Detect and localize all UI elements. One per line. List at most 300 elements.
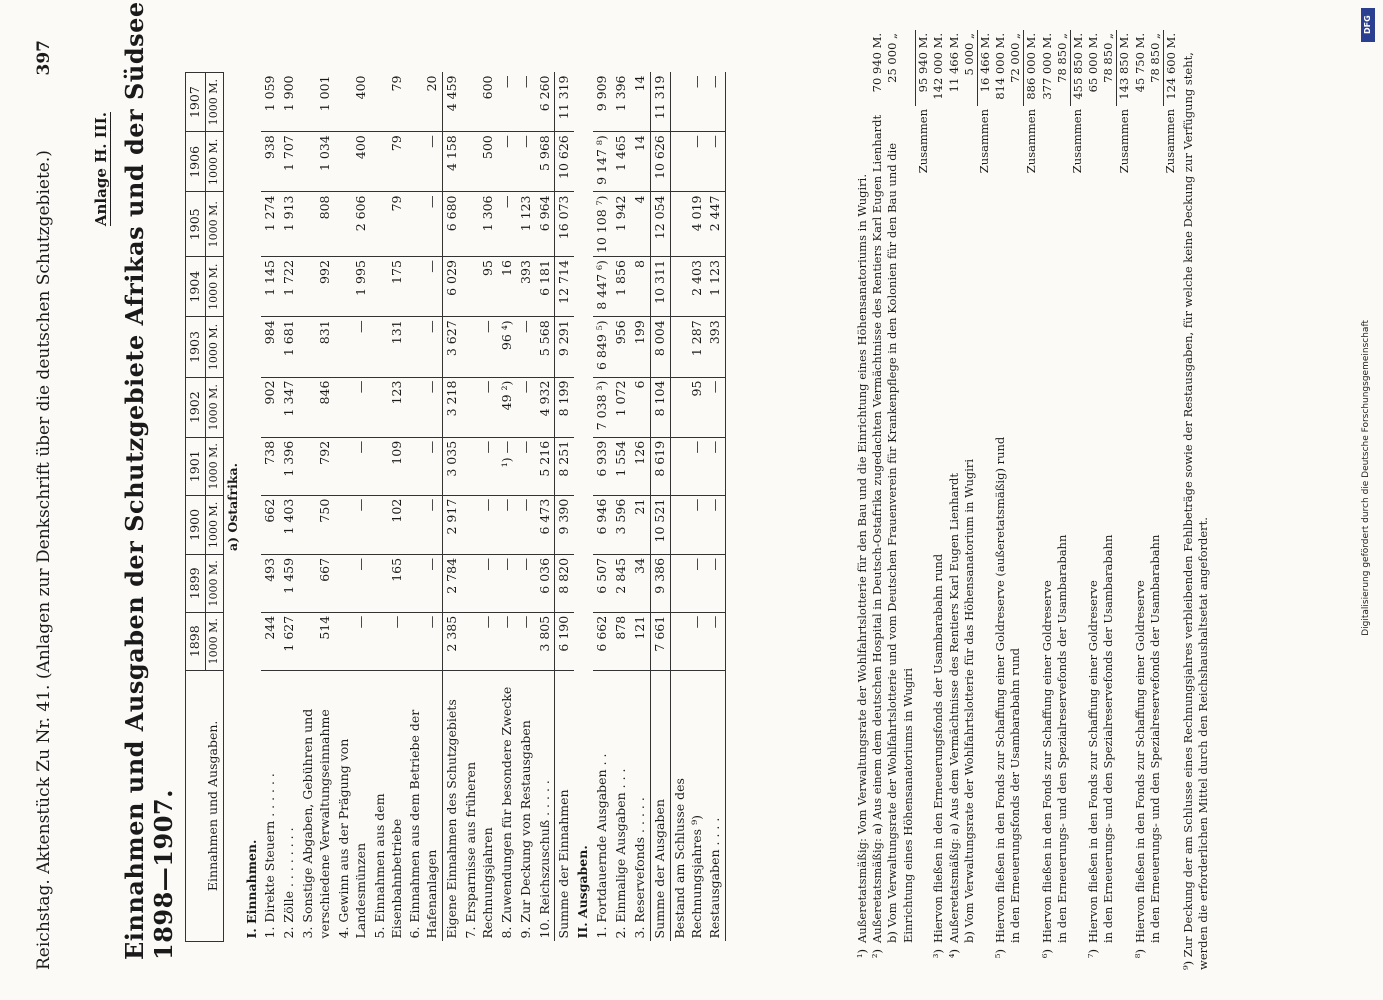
footnote-amount: 11 466 M. [946,33,961,93]
value-cell: 938 [261,132,280,192]
group-heading [243,73,262,942]
footnote-line [947,30,962,970]
footnote-amount: 5 000 „ [961,33,976,76]
value-cell: 49 ²) [498,377,517,437]
value-cell: 1 627 [280,612,299,670]
value-cell: — [335,317,371,377]
value-cell: — [406,377,442,437]
year-header: 1907 [186,73,206,132]
value-cell: 750 [299,495,335,554]
footnote-marker: ⁷) [1086,949,1101,959]
value-cell: 4 932 [536,377,555,437]
value-cell: 1 459 [280,554,299,612]
year-header: 1898 [186,612,206,670]
value-cell: — [406,132,442,192]
row-label: Bestand am Schlusse des Rechnungsjahres ⁹) [670,670,706,941]
value-cell: 10 626 [555,132,574,192]
row-label: Summe der Ausgaben [650,670,670,941]
value-cell: — [462,495,498,554]
footnote-line [885,30,915,970]
value-cell: 6 181 [536,257,555,317]
row-label: 2. Zölle . . . . . . . . [281,827,297,939]
row-label: 10. Reichszuschuß . . . . . [536,780,552,939]
appendix-label: Anlage H. III. [92,112,110,227]
value-cell: 9 386 [650,554,670,612]
footnote-line [1133,30,1148,970]
value-cell: 1 123 [517,192,536,257]
value-cell: 2 403 [670,257,706,317]
footnote-text: Zusammen [1023,109,1038,174]
unit-header: 1000 M. [205,257,223,317]
footnote-text: Außeretatsmäßig: a) Aus einem dem deutschen Hospital in Deutsch-Ostafrika zugedachten Vermächtnisse des Rentiers Karl Eugen Lienhardt [870,114,885,943]
value-cell: — [406,317,442,377]
value-cell: — [406,257,442,317]
value-cell: — [498,73,517,132]
row-label: 9. Zur Deckung von Restausgaben [517,720,533,939]
value-cell: 6 939 [593,437,612,495]
value-cell: 1 306 [462,192,498,257]
value-cell: 16 [498,257,517,317]
value-cell: ¹) — [498,437,517,495]
unit-header: 1000 M. [205,437,223,495]
value-cell: 5 216 [536,437,555,495]
value-cell: 96 ⁴) [498,317,517,377]
value-cell: 2 385 [443,612,462,670]
value-cell: — [462,317,498,377]
table-row [443,73,462,942]
value-cell: 1 722 [280,257,299,317]
running-header [34,40,54,970]
footnote-amount: 814 000 M. [993,33,1008,100]
table-row [612,73,631,942]
header-text: Reichstag. Aktenstück Zu Nr. 41. (Anlagen zur Denkschrift über die deutschen Schutzgebiete.) [34,150,54,970]
value-cell: — [670,612,706,670]
value-cell: 6 964 [536,192,555,257]
value-cell: — [517,377,536,437]
value-cell: 79 [371,132,407,192]
value-cell: 16 073 [555,192,574,257]
value-cell: — [498,192,517,257]
section-heading [223,73,242,942]
footnote-marker: ⁶) [1039,949,1054,959]
value-cell: 514 [299,612,335,670]
row-label: Restausgaben . . . . [707,817,723,939]
footnote-amount: 45 750 M. [1132,33,1147,93]
value-cell: 2 606 [335,192,371,257]
footnote-line [1008,30,1024,970]
value-cell: 244 [261,612,280,670]
value-cell: 95 [670,377,706,437]
footnote-text: Hiervon fließen in den Fonds zur Schaffung einer Goldreserve [1039,580,1054,943]
value-cell: 10 108 ⁷) [593,192,612,257]
value-cell: 79 [371,192,407,257]
footnote-line [855,30,870,970]
value-cell: 175 [371,257,407,317]
value-cell: — [706,437,725,495]
value-cell: 6 036 [536,554,555,612]
value-cell: — [517,317,536,377]
value-cell: 10 626 [650,132,670,192]
footnote-text: in den Erneuerungs- und den Spezialreservefonds der Usambarabahn [1054,534,1069,943]
value-cell: 10 311 [650,257,670,317]
value-cell: 5 968 [536,132,555,192]
footnote-amount: 78 850 „ [1147,33,1162,83]
value-cell: — [498,554,517,612]
footnote-amount: 377 000 M. [1039,33,1054,100]
value-cell: — [670,437,706,495]
value-cell: 8 [631,257,650,317]
value-cell: — [406,437,442,495]
value-cell: 95 [462,257,498,317]
footnote-amount: 143 850 M. [1117,30,1133,106]
value-cell: 9 147 ⁸) [593,132,612,192]
footnote-text: Hiervon fließen in den Fonds zur Schaffung einer Goldreserve [1086,580,1101,943]
value-cell: — [517,132,536,192]
value-cell: — [406,192,442,257]
value-cell: 8 199 [555,377,574,437]
table-row [335,73,371,942]
footnote-line [1101,30,1117,970]
row-label: 3. Reservefonds . . . . . [631,797,647,939]
unit-header: 1000 M. [205,495,223,554]
value-cell: 667 [299,554,335,612]
footnote-amount: 72 000 „ [1008,33,1023,83]
table-row [462,73,498,942]
footnote-text: Hiervon fließen in den Fonds zur Schaffung einer Goldreserve [1132,580,1147,943]
value-cell: 6 680 [443,192,462,257]
value-cell: 12 714 [555,257,574,317]
value-cell: 600 [462,73,498,132]
unit-header: 1000 M. [205,612,223,670]
dfg-logo: DFG [1361,8,1375,42]
footnote-line [1163,30,1179,970]
value-cell: — [462,377,498,437]
value-cell: 2 917 [443,495,462,554]
footnote-text: Hiervon fließen in den Erneuerungsfonds der Usambarabahn rund [931,553,946,943]
value-cell: 1 347 [280,377,299,437]
value-cell: — [406,554,442,612]
value-cell: 1 396 [612,73,631,132]
section-heading-text: a) Ostafrika. [224,463,240,551]
table-row [555,73,574,942]
row-label: 1. Fortdauernde Ausgaben . . [594,753,610,939]
value-cell: — [462,612,498,670]
value-cell: — [335,437,371,495]
value-cell: 902 [261,377,280,437]
unit-header: 1000 M. [205,377,223,437]
value-cell: 1 403 [280,495,299,554]
value-cell: 8 619 [650,437,670,495]
value-cell: 808 [299,192,335,257]
value-cell: 1 001 [299,73,335,132]
value-cell: 1 913 [280,192,299,257]
footnote-line [993,30,1008,970]
value-cell: — [517,495,536,554]
table-row [261,73,280,942]
value-cell: 6 946 [593,495,612,554]
row-label: 1. Direkte Steuern . . . . . . [262,773,278,939]
footnotes [855,30,1211,970]
value-cell: 1 900 [280,73,299,132]
value-cell: 4 459 [443,73,462,132]
footnote-line [1086,30,1101,970]
row-label: Eigene Einnahmen des Schutzgebiets [443,670,462,941]
unit-header: 1000 M. [205,554,223,612]
value-cell: — [462,554,498,612]
footnote-line [931,30,946,970]
footnote-line [962,30,978,970]
value-cell: 6 473 [536,495,555,554]
value-cell: — [498,132,517,192]
value-cell: 11 319 [555,73,574,132]
footnote-marker [1008,946,1024,970]
footnote-text: Zusammen [915,109,930,174]
page-number: 397 [34,40,54,76]
page-title: Einnahmen und Ausgaben der Schutzgebiete Afrikas und der Südsee 1898—1907. [120,1,178,960]
footnote-amount: 65 000 M. [1086,33,1101,93]
footnote-list [855,30,1179,970]
footnote-amount: 16 466 M. [977,30,993,106]
value-cell: 393 [517,257,536,317]
value-cell: 10 521 [650,495,670,554]
footnote-amount: 455 850 M. [1070,30,1086,106]
value-cell: 3 218 [443,377,462,437]
table-body [223,73,726,942]
footnote-marker: ³) [931,949,946,959]
value-cell: — [335,612,371,670]
footnote-amount [855,30,870,106]
value-cell: — [517,437,536,495]
value-cell: 121 [631,612,650,670]
value-cell: 1 034 [299,132,335,192]
value-cell: 34 [631,554,650,612]
value-cell: 400 [335,73,371,132]
footnote-text: b) Vom Verwaltungsrate der Wohlfahrtslotterie für das Höhensanatorium in Wugiri [961,458,976,943]
table-row [371,73,407,942]
value-cell: 14 [631,132,650,192]
value-cell: 123 [371,377,407,437]
row-label: 3. Sonstige Abgaben, Gebühren und verschiedene Verwaltungseinnahme [300,708,333,939]
footnote-amount: 25 000 „ [885,33,900,83]
footnote-marker: ²) [870,949,885,959]
footnote-line [1117,30,1133,970]
value-cell: 1 465 [612,132,631,192]
footnote-line [1040,30,1055,970]
value-cell: 1 396 [280,437,299,495]
value-cell: — [706,612,725,670]
value-cell: 126 [631,437,650,495]
funding-note: Digitalisierung gefördert durch die Deutsche Forschungsgemeinschaft [1361,320,1371,636]
value-cell: — [462,437,498,495]
table-row [406,73,442,942]
row-label: 6. Einnahmen aus dem Betriebe der Hafenanlagen [407,709,440,939]
value-cell: 1 287 [670,317,706,377]
value-cell: 6 507 [593,554,612,612]
value-cell: 3 596 [612,495,631,554]
value-cell: 11 319 [650,73,670,132]
table-row [631,73,650,942]
row-label: 8. Zuwendungen für besondere Zwecke [498,686,514,939]
value-cell: — [706,132,725,192]
footnote-marker: ⁴) [946,949,961,959]
value-cell: 12 054 [650,192,670,257]
footnote-amount: 78 850 „ [1101,33,1116,83]
value-cell: — [706,377,725,437]
value-cell: 79 [371,73,407,132]
value-cell: 14 [631,73,650,132]
footnote-amount: 95 940 M. [916,30,932,106]
footnote-text: Außeretatsmäßig: Vom Verwaltungsrate der Wohlfahrtslotterie für den Bau und die Einrichtung eines Höhensanatoriums in Wugiri. [855,173,869,943]
value-cell: — [406,495,442,554]
footnote-marker [1070,946,1086,970]
value-cell: — [371,612,407,670]
table-row [280,73,299,942]
value-cell: — [406,612,442,670]
table-row [299,73,335,942]
value-cell: 1 059 [261,73,280,132]
footnote-marker: ⁵) [993,949,1008,959]
value-cell: — [706,73,725,132]
table-row [650,73,670,942]
value-cell: 165 [371,554,407,612]
footnote-marker [962,946,978,970]
value-cell: 500 [462,132,498,192]
value-cell: 8 251 [555,437,574,495]
footnote-text: in den Erneuerungs- und den Spezialreservefonds der Usambarabahn [1147,534,1162,943]
value-cell: 992 [299,257,335,317]
value-cell: 1 274 [261,192,280,257]
footnote-line [1024,30,1040,970]
value-cell: — [517,612,536,670]
footnote-9: ⁹) Zur Deckung der am Schlusse eines Rechnungsjahres verbleibenden Fehlbeträge sowie der Restausgaben, für welche keine Deckung zur Verfügung steht, werden die erforderlichen Mittel durch den Reichshaushaltsetat angefordert. [1181,52,1211,970]
value-cell: 6 662 [593,612,612,670]
value-cell: 792 [299,437,335,495]
value-cell: 102 [371,495,407,554]
year-header: 1903 [186,317,206,377]
value-cell: 131 [371,317,407,377]
value-cell: 1 942 [612,192,631,257]
side-strip [1359,0,1379,1000]
value-cell: — [517,73,536,132]
value-cell: — [670,554,706,612]
footnote-marker [1101,946,1117,970]
value-cell: 878 [612,612,631,670]
value-cell: 20 [406,73,442,132]
footnote-marker: ⁸) [1132,949,1147,959]
value-cell: 393 [706,317,725,377]
footnote-amount: 70 940 M. [870,33,885,93]
value-cell: 738 [261,437,280,495]
value-cell: — [335,377,371,437]
footnote-text: Zusammen [977,109,992,174]
year-header: 1906 [186,132,206,192]
value-cell: 6 260 [536,73,555,132]
footnote-marker [1024,946,1040,970]
value-cell: — [670,495,706,554]
table-row [706,73,725,942]
footnote-amount: 886 000 M. [1024,30,1040,106]
footnote-amount: 142 000 M. [931,33,946,100]
value-cell: — [706,554,725,612]
footnote-text: Zusammen [1163,109,1178,174]
value-cell: 4 019 [670,192,706,257]
value-cell: 8 104 [650,377,670,437]
value-cell: 8 820 [555,554,574,612]
unit-header: 1000 M. [205,317,223,377]
value-cell: 4 [631,192,650,257]
footnote-line [977,30,993,970]
group-heading [574,73,593,942]
group-heading-text: II. Ausgaben. [575,845,591,939]
value-cell: 1 995 [335,257,371,317]
unit-header: 1000 M. [205,192,223,257]
footnote-line [870,30,885,970]
value-cell: 5 568 [536,317,555,377]
unit-header: 1000 M. [205,73,223,132]
finance-table [185,72,726,942]
footnote-text: Zusammen [1070,109,1085,174]
value-cell: 831 [299,317,335,377]
year-header: 1902 [186,377,206,437]
value-cell: 6 190 [555,612,574,670]
value-cell: 1 072 [612,377,631,437]
row-label: 2. Einmalige Ausgaben . . . [613,768,629,939]
footnote-marker [977,946,993,970]
value-cell: 9 909 [593,73,612,132]
value-cell: 2 784 [443,554,462,612]
value-cell: 8 447 ⁶) [593,257,612,317]
footnote-text: Hiervon fließen in den Fonds zur Schaffung einer Goldreserve (außeretatsmäßig) rund [993,436,1008,943]
footnote-amount: 78 850 „ [1054,33,1069,83]
year-header: 1904 [186,257,206,317]
value-cell: 1 145 [261,257,280,317]
value-cell: 984 [261,317,280,377]
value-cell: — [335,495,371,554]
footnote-marker [1148,946,1164,970]
footnote-line [1148,30,1164,970]
value-cell: — [498,612,517,670]
value-cell: 400 [335,132,371,192]
value-cell: 3 805 [536,612,555,670]
value-cell: 3 627 [443,317,462,377]
row-label: 4. Gewinn aus der Prägung von Landesmünzen [335,738,368,939]
value-cell: 9 390 [555,495,574,554]
row-label: 5. Einnahmen aus dem Eisenbahnbetriebe [371,793,404,939]
value-cell: 6 [631,377,650,437]
value-cell: — [706,495,725,554]
value-cell: — [670,73,706,132]
footnote-marker [885,946,915,970]
table-row [517,73,536,942]
footnote-line [916,30,932,970]
value-cell: 493 [261,554,280,612]
footnote-line [1055,30,1071,970]
value-cell: 199 [631,317,650,377]
value-cell: 1 681 [280,317,299,377]
value-cell: 1 856 [612,257,631,317]
value-cell: 662 [261,495,280,554]
row-label: Summe der Einnahmen [555,670,574,941]
value-cell: 3 035 [443,437,462,495]
footnote-text: Zusammen [1116,109,1131,174]
value-cell: 2 447 [706,192,725,257]
value-cell: 9 291 [555,317,574,377]
group-heading-text: I. Einnahmen. [243,839,259,939]
value-cell: — [498,495,517,554]
value-cell: 846 [299,377,335,437]
footnote-line [1070,30,1086,970]
year-header: 1901 [186,437,206,495]
